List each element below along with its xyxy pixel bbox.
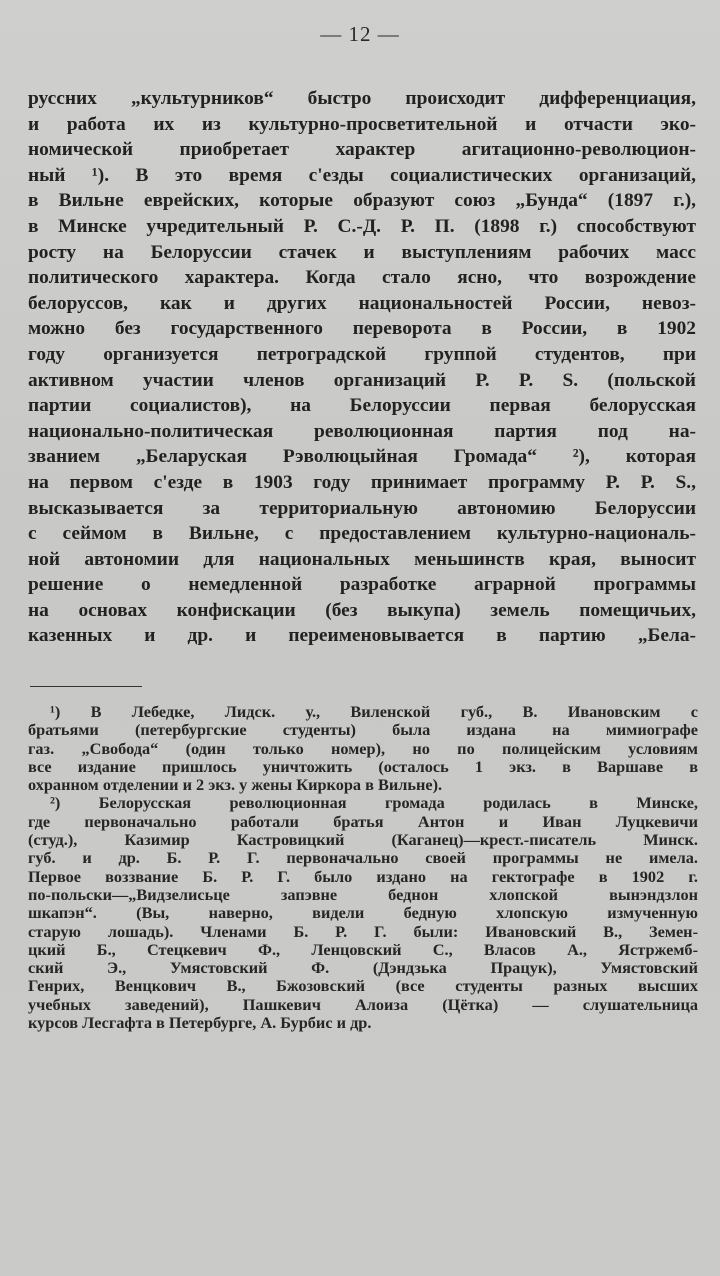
footnote-2: [28, 794, 698, 1032]
footnote-line: все издание пришлось уничтожить (осталось 1 экз. в Варшаве в: [28, 756, 698, 776]
main-text-line: ный ¹). В это время с'езды социалистических организаций,: [28, 164, 696, 186]
footnote-line: где первоначально работали братья Антон и Иван Луцкевичи: [28, 811, 698, 831]
main-text-line: решение о немедленной разработке аграрной программы: [28, 574, 696, 596]
footnote-line: старую лошадь). Членами Б. Р. Г. были: Ивановский В., Земен-: [28, 921, 698, 941]
main-text-line: высказывается за территориальную автономию Белоруссии: [28, 497, 696, 519]
main-text-line: казенных и др. и переименовывается в партию „Бела-: [28, 625, 696, 647]
footnote-line: (студ.), Казимир Кастровицкий (Каганец)—крест.-писатель Минск.: [28, 830, 698, 850]
main-text-line: можно без государственного переворота в России, в 1902: [28, 318, 696, 340]
main-text-line: политического характера. Когда стало ясно, что возрождение: [28, 267, 696, 289]
footnote-separator: [30, 686, 142, 687]
footnote-line: Первое воззвание Б. Р. Г. было издано на гектографе в 1902 г.: [28, 866, 698, 886]
main-text-line: в Вильне еврейских, которые образуют союз „Бунда“ (1897 г.),: [28, 190, 696, 212]
main-text-line: званием „Беларуская Рэволюцыйная Громада“ ²), которая: [28, 446, 696, 468]
main-text-line: с сеймом в Вильне, с предоставлением культурно-националь-: [28, 523, 696, 545]
main-text-line: активном участии членов организаций Р. Р. S. (польской: [28, 369, 696, 391]
main-text: [28, 86, 696, 649]
main-text-line: белоруссов, как и других национальностей России, невоз-: [28, 292, 696, 314]
footnotes: [28, 703, 698, 1032]
footnote-line: учебных заведений), Пашкевич Алоиза (Цётка) — слушательница: [28, 994, 698, 1014]
main-text-line: году организуется петроградской группой студентов, при: [28, 343, 696, 365]
footnote-line: по-польски—„Видзелисьце запэвне беднон хлопской вынэндзлон: [28, 884, 698, 904]
page-number: — 12 —: [320, 22, 400, 46]
main-text-line: в Минске учредительный Р. С.-Д. Р. П. (1898 г.) способствуют: [28, 215, 696, 237]
footnote-line: губ. и др. Б. Р. Г. первоначально своей программы не имела.: [28, 848, 698, 868]
footnote-line: цкий Б., Стецкевич Ф., Ленцовский С., Власов А., Ястржемб-: [28, 939, 698, 959]
footnote-line: ²) Белорусская революционная громада родилась в Минске,: [50, 793, 698, 813]
footnote-line: охранном отделении и 2 экз. у жены Киркора в Вильне).: [28, 775, 443, 795]
footnote-line: ¹) В Лебедке, Лидск. у., Виленской губ., В. Ивановским с: [50, 702, 698, 721]
footnote-line: Генрих, Венцкович В., Бжозовский (все студенты разных высших: [28, 976, 698, 996]
footnote-line: ский Э., Умястовский Ф. (Дэндзька Працук), Умястовский: [28, 958, 698, 978]
main-text-line: руссних „культурников“ быстро происходит дифференциация,: [28, 88, 696, 109]
main-text-line: национально-политическая революционная партия под на-: [28, 420, 696, 442]
main-text-line: ной автономии для национальных меньшинств края, выносит: [28, 548, 696, 570]
footnote-line: курсов Лесгафта в Петербурге, А. Бурбис и др.: [28, 1013, 372, 1033]
footnote-1: [28, 703, 698, 794]
main-text-line: партии социалистов), на Белоруссии первая белорусская: [28, 395, 696, 417]
main-text-line: на основах конфискации (без выкупа) земель помещичьих,: [28, 599, 696, 621]
main-text-line: номической приобретает характер агитационно-революцион-: [28, 139, 696, 161]
footnote-line: шкапэн“. (Вы, наверно, видели бедную хлопскую измученную: [28, 903, 698, 923]
main-text-line: росту на Белоруссии стачек и выступлениям рабочих масс: [28, 241, 696, 263]
footnote-line: братьями (петербургские студенты) была издана на мимиографе: [28, 720, 698, 740]
main-text-line: и работа их из культурно-просветительной и отчасти эко-: [28, 113, 696, 135]
main-text-line: на первом с'езде в 1903 году принимает программу Р. Р. S.,: [28, 471, 696, 493]
footnote-line: газ. „Свобода“ (один только номер), но по полицейским условиям: [28, 738, 698, 758]
